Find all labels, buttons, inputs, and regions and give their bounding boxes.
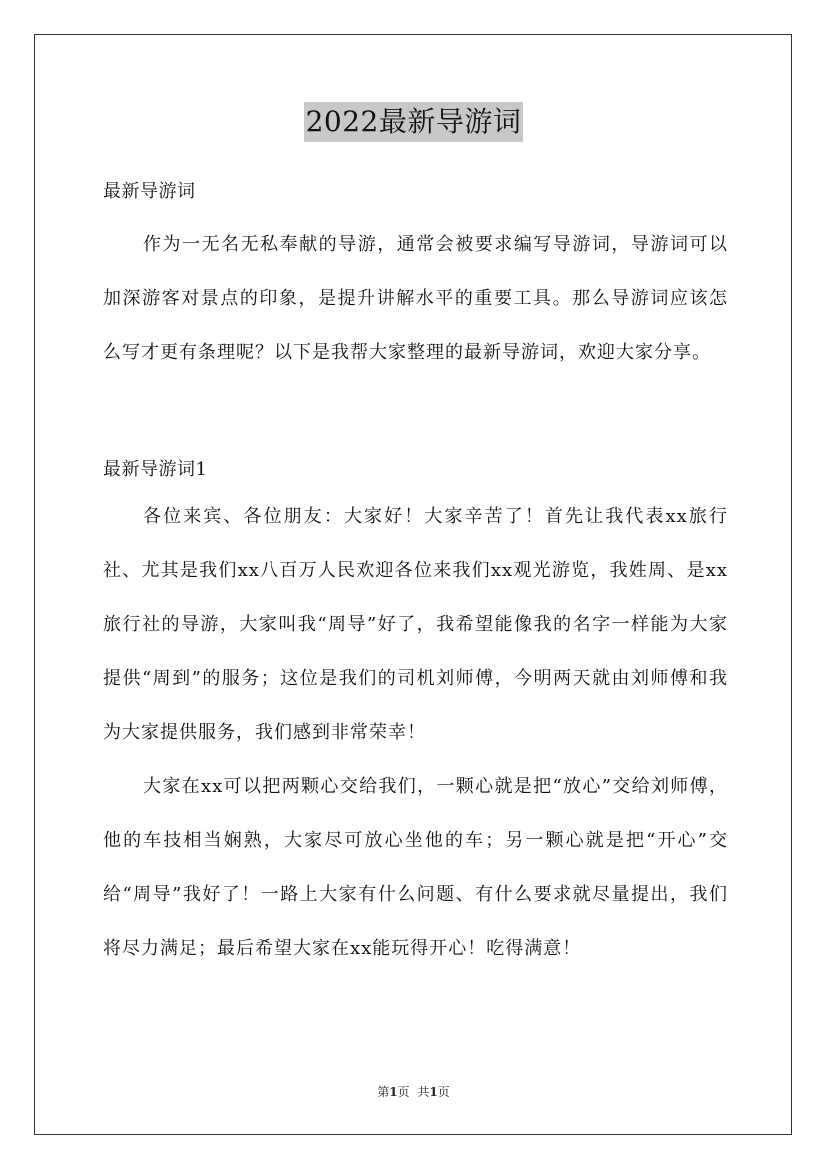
page-suffix: 页 xyxy=(397,1085,410,1099)
document-body xyxy=(103,172,728,976)
total-prefix: 共 xyxy=(417,1085,430,1099)
page-prefix: 第 xyxy=(377,1085,390,1099)
body-paragraph-2: 大家在xx可以把两颗心交给我们，一颗心就是把“放心”交给刘师傅，他的车技相当娴熟，大家尽可放心坐他的车；另一颗心就是把“开心”交给“周导”我好了！一路上大家有什么问题、有什么要求就尽量提出，我们将尽力满足；最后希望大家在xx能玩得开心！吃得满意！ xyxy=(103,776,728,959)
total-suffix: 页 xyxy=(437,1085,450,1099)
intro-paragraph: 作为一无名无私奉献的导游，通常会被要求编写导游词，导游词可以加深游客对景点的印象，是提升讲解水平的重要工具。那么导游词应该怎么写才更有条理呢？以下是我帮大家整理的最新导游词，欢迎大家分享。 xyxy=(103,234,728,363)
title-container xyxy=(0,102,827,142)
document-subtitle: 最新导游词 xyxy=(103,181,196,202)
section-spacer xyxy=(103,380,728,450)
page-number: 1 xyxy=(389,1085,398,1099)
page-total: 1 xyxy=(429,1085,438,1099)
section-heading: 最新导游词1 xyxy=(103,459,208,480)
page-footer xyxy=(0,1083,827,1100)
body-paragraph-1: 各位来宾、各位朋友：大家好！大家辛苦了！首先让我代表xx旅行社、尤其是我们xx八百万人民欢迎各位来我们xx观光游览，我姓周、是xx旅行社的导游，大家叫我“周导”好了，我希望能像我的名字一样能为大家提供“周到”的服务；这位是我们的司机刘师傅，今明两天就由刘师傅和我为大家提供服务，我们感到非常荣幸！ xyxy=(103,506,728,743)
document-title: 2022最新导游词 xyxy=(304,102,524,142)
